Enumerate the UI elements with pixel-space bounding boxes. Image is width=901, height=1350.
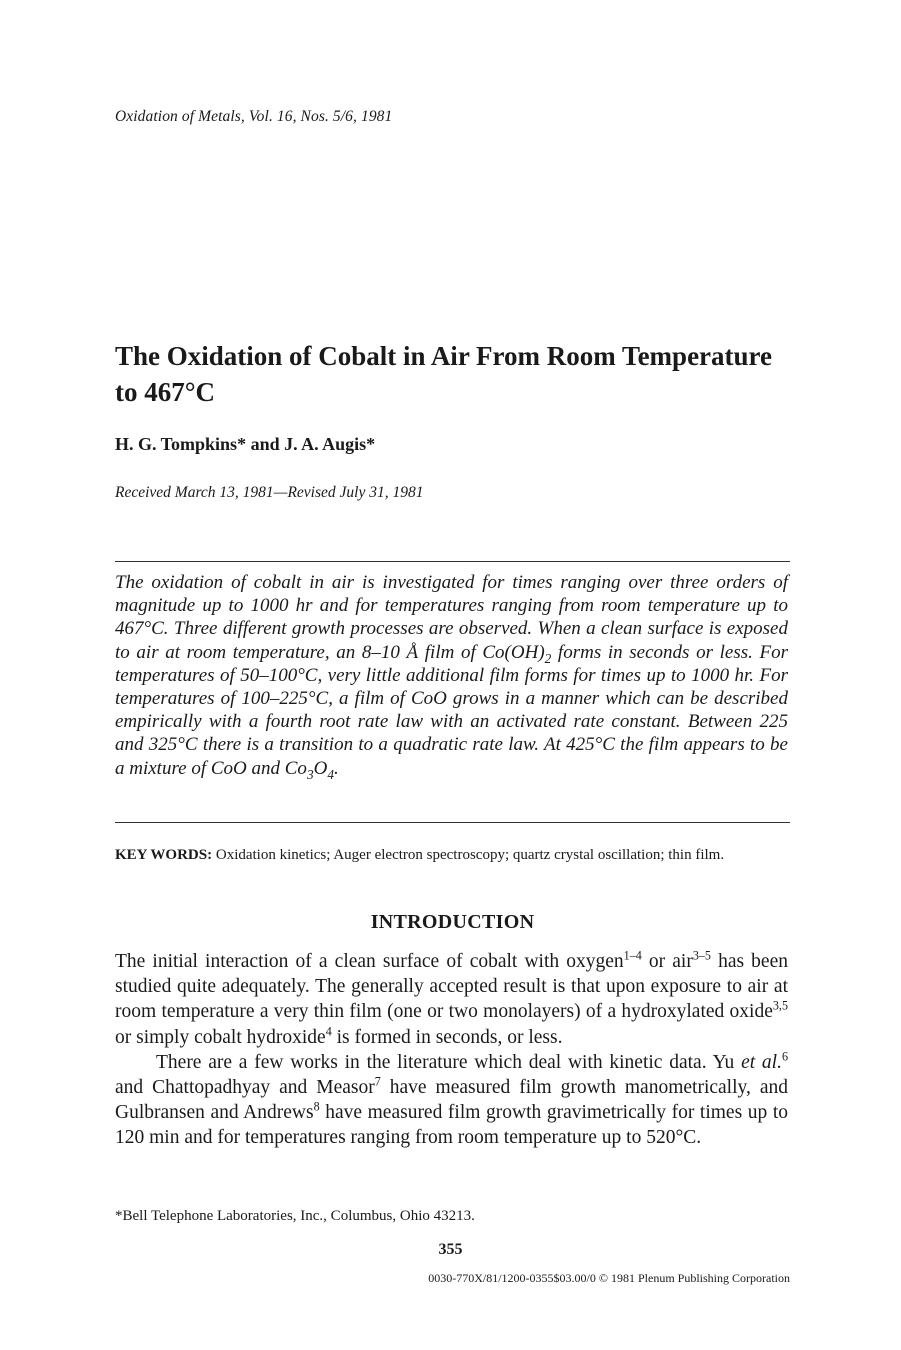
article-title: The Oxidation of Cobalt in Air From Room Temperature to 467°C — [115, 341, 773, 407]
paragraph-text: or simply cobalt hydroxide — [115, 1026, 326, 1048]
reference-superscript: 1–4 — [623, 948, 642, 963]
abstract-text: O — [313, 757, 328, 779]
keywords-text: Oxidation kinetics; Auger electron spectroscopy; quartz crystal oscillation; thin film. — [212, 847, 725, 863]
reference-superscript: 6 — [781, 1049, 788, 1064]
abstract-text: The oxidation of cobalt in air is investigated for times ranging over three orders of magnitude up to 1000 hr and for temperatures ranging from room temperature up to 467°C. Three different growth processes are observed. When a clean surface is exposed to air at room temperature, an 8–10 Å film of Co(OH) — [115, 572, 788, 663]
paragraph-text: have measured film growth gravimetrically for times up to 120 min and for temperatures ranging from room temperature up to 520°C. — [115, 1102, 789, 1149]
abstract-top-rule — [115, 561, 790, 562]
received-dates: Received March 13, 1981—Revised July 31, 1981 — [115, 484, 424, 501]
abstract-subscript: 3 — [306, 766, 314, 782]
et-al: et al. — [741, 1051, 782, 1073]
reference-superscript: 7 — [374, 1074, 381, 1089]
paragraph-text: and Chattopadhyay and Measor — [115, 1077, 375, 1099]
paragraph-text: is formed in seconds, or less. — [331, 1026, 563, 1048]
reference-superscript: 3–5 — [692, 948, 711, 963]
paragraph — [115, 949, 788, 1050]
introduction-body — [115, 949, 788, 1151]
journal-citation: Oxidation of Metals, Vol. 16, Nos. 5/6, 1981 — [115, 108, 393, 125]
abstract-subscript: 2 — [544, 650, 552, 666]
abstract-bottom-rule — [115, 822, 790, 823]
paragraph-text: has been studied quite adequately. The generally accepted result is that upon exposure to air at room temperature a very thin film (one or two monolayers) of a hydroxylated oxide — [115, 951, 788, 1023]
section-heading-introduction: INTRODUCTION — [370, 911, 535, 933]
affiliation-footnote: *Bell Telephone Laboratories, Inc., Columbus, Ohio 43213. — [115, 1208, 475, 1224]
abstract-text: . — [333, 757, 339, 779]
keywords-label: KEY WORDS: — [115, 847, 213, 863]
page-number: 355 — [438, 1241, 463, 1258]
article-authors: H. G. Tompkins* and J. A. Augis* — [115, 434, 376, 454]
paragraph-text: There are a few works in the literature which deal with kinetic data. Yu — [156, 1051, 742, 1073]
keywords — [115, 845, 790, 865]
abstract-text: forms in seconds or less. For temperatures of 50–100°C, very little additional film forms for times up to 1000 hr. For temperatures of 100–225°C, a film of CoO grows in a manner which can be described empirically with a fourth root rate law with an activated rate constant. Between 225 and 325°C there is a transition to a quadratic rate law. At 425°C the film appears to be a mixture of CoO and Co — [115, 641, 788, 779]
paragraph-text: The initial interaction of a clean surface of cobalt with oxygen — [115, 951, 624, 972]
paragraph-text: or air — [641, 951, 693, 972]
paragraph — [115, 1050, 788, 1151]
reference-superscript: 8 — [313, 1099, 320, 1114]
abstract — [115, 571, 788, 780]
paragraph-text: have measured film growth manometrically, and Gulbransen and Andrews — [115, 1077, 788, 1124]
abstract-subscript: 4 — [327, 766, 334, 782]
copyright-line: 0030-770X/81/1200-0355$03.00/0 © 1981 Plenum Publishing Corporation — [428, 1271, 790, 1285]
reference-superscript: 4 — [325, 1024, 332, 1039]
reference-superscript: 3,5 — [772, 998, 788, 1013]
